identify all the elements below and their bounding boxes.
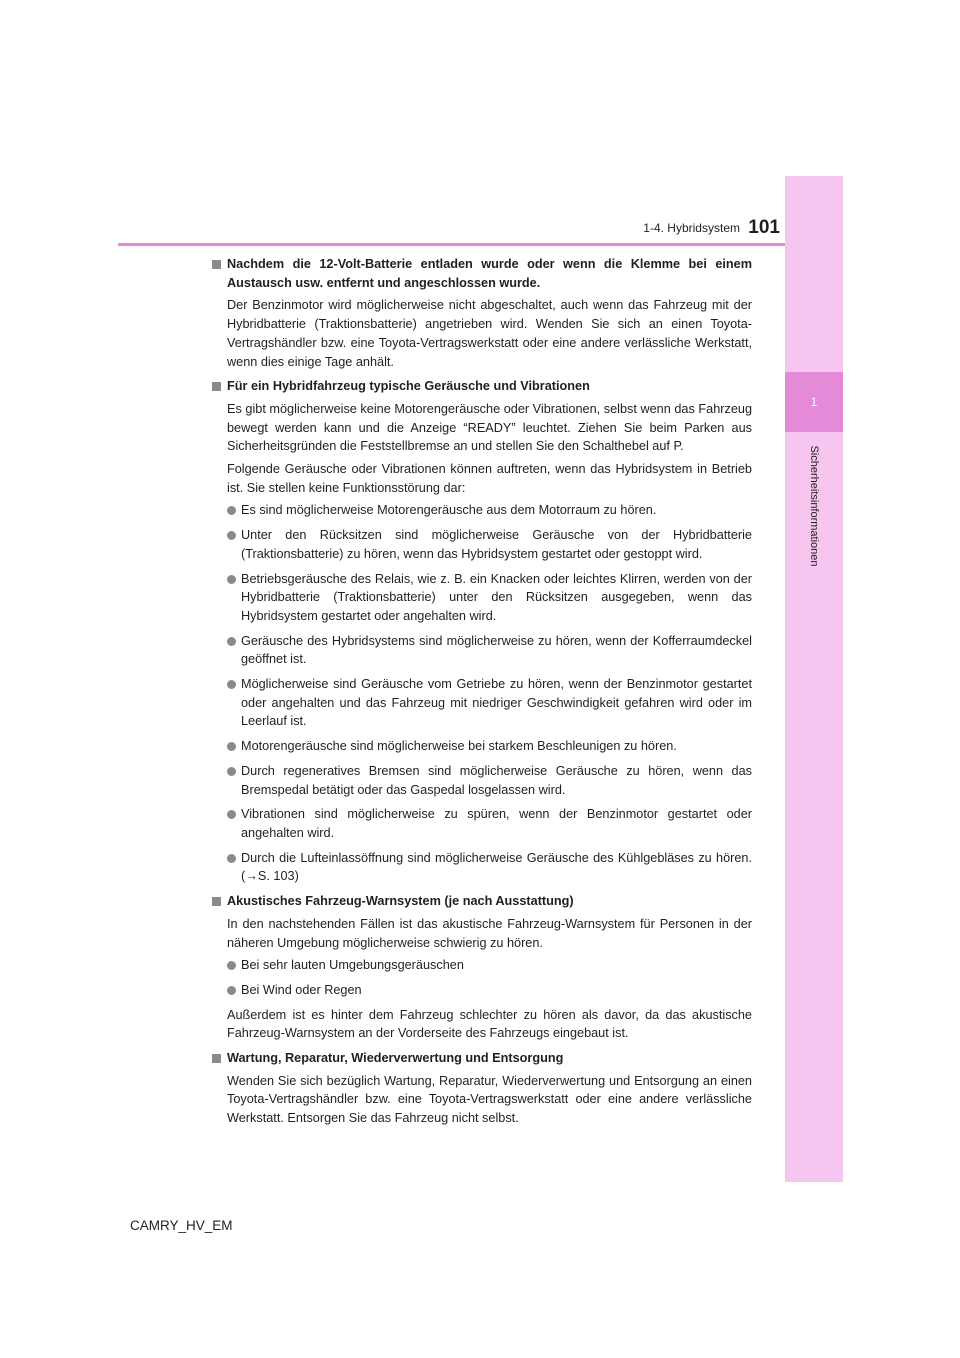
list-item-text: Vibrationen sind möglicherweise zu spüren, wenn der Benzinmotor gestartet oder angehalten wird. (241, 807, 752, 840)
list-item-text: Bei sehr lauten Umgebungsgeräuschen (241, 958, 464, 973)
circle-bullet-icon (227, 986, 236, 995)
list-item (208, 981, 752, 1000)
circle-bullet-icon (227, 810, 236, 819)
list-item (208, 501, 752, 520)
list-item-text: Motorengeräusche sind möglicherweise bei starkem Beschleunigen zu hören. (241, 739, 677, 754)
square-bullet-icon (212, 382, 221, 391)
chapter-side-strip (785, 176, 843, 1182)
list-item (208, 737, 752, 756)
section-title: 1-4. Hybridsystem (643, 221, 740, 235)
list-item-text: Durch regeneratives Bremsen sind möglicherweise Geräusche zu hören, wenn das Bremspedal betätigt oder das Gaspedal losgelassen wird. (241, 763, 752, 797)
list-item-text: Bei Wind oder Regen (241, 982, 362, 997)
square-bullet-icon (212, 260, 221, 269)
circle-bullet-icon (227, 680, 236, 689)
section-heading (208, 377, 752, 396)
chapter-number-tab: 1 (785, 372, 843, 432)
list-item-text: Betriebsgeräusche des Relais, wie z. B. ein Knacken oder leichtes Klirren, werden von der Hybridbatterie (Traktionsbatterie) unter den Rücksitzen ausgegeben, wenn das Hybridsystem gestartet oder angehalten wird. (241, 571, 752, 623)
square-bullet-icon (212, 897, 221, 906)
list-item-text: Geräusche des Hybridsystems sind möglicherweise zu hören, wenn der Kofferraumdeckel geöffnet ist. (241, 633, 752, 667)
section-heading (208, 255, 752, 292)
list-item (208, 956, 752, 975)
paragraph: In den nachstehenden Fällen ist das akustische Fahrzeug-Warnsystem für Personen in der näheren Umgebung möglicherweise schwierig zu hören. (227, 916, 752, 950)
paragraph: Es gibt möglicherweise keine Motorengeräusche oder Vibrationen, selbst wenn das Fahrzeug bewegt werden kann und die Anzeige “READY” leuchtet. Ziehen Sie beim Parken aus Sicherheitsgründen die Feststellbremse an und stellen Sie den Schalthebel auf P. (227, 401, 752, 454)
list-item (208, 675, 752, 731)
circle-bullet-icon (227, 575, 236, 584)
list-item (208, 849, 752, 886)
heading-text: Akustisches Fahrzeug-Warnsystem (je nach Ausstattung) (227, 894, 574, 909)
list-item (208, 805, 752, 842)
paragraph: Außerdem ist es hinter dem Fahrzeug schlechter zu hören als davor, da das akustische Fahrzeug-Warnsystem an der Vorderseite des Fahrzeugs eingebaut ist. (227, 1007, 752, 1041)
paragraph: Folgende Geräusche oder Vibrationen können auftreten, wenn das Hybridsystem in Betrieb ist. Sie stellen keine Funktionsstörung dar: (227, 462, 752, 495)
circle-bullet-icon (227, 506, 236, 515)
heading-text: Nachdem die 12-Volt-Batterie entladen wurde oder wenn die Klemme bei einem Austausch usw. entfernt und angeschlossen wurde. (227, 257, 752, 290)
circle-bullet-icon (227, 637, 236, 646)
list-item-text: Es sind möglicherweise Motorengeräusche aus dem Motorraum zu hören. (241, 503, 657, 518)
circle-bullet-icon (227, 854, 236, 863)
chapter-label: Sicherheitsinformationen (808, 445, 820, 567)
heading-text: Für ein Hybridfahrzeug typische Geräusche und Vibrationen (227, 379, 590, 394)
list-item-text: Unter den Rücksitzen sind möglicherweise Geräusche von der Hybridbatterie (Traktionsbatterie) zu hören, wenn das Hybridsystem gestartet oder gestoppt wird. (241, 528, 752, 561)
list-item (208, 632, 752, 669)
circle-bullet-icon (227, 961, 236, 970)
list-item-text: Durch die Lufteinlassöffnung sind möglicherweise Geräusche des Kühlgebläses zu hören. (→S. 103) (241, 850, 752, 884)
circle-bullet-icon (227, 767, 236, 776)
section-heading (208, 892, 752, 911)
list-item (208, 526, 752, 563)
section-heading (208, 1049, 752, 1068)
square-bullet-icon (212, 1054, 221, 1063)
page-number: 101 (748, 217, 780, 238)
header-rule (118, 243, 785, 246)
circle-bullet-icon (227, 742, 236, 751)
heading-text: Wartung, Reparatur, Wiederverwertung und Entsorgung (227, 1051, 564, 1066)
footer-code: CAMRY_HV_EM (130, 1218, 233, 1233)
paragraph: Der Benzinmotor wird möglicherweise nicht abgeschaltet, auch wenn das Fahrzeug mit der Hybridbatterie (Traktionsbatterie) angetrieben wird. Wenden Sie sich an einen Toyota-Vertragshändler bzw. eine Toyota-Vertragswerkstatt oder eine andere verlässliche Werkstatt, wenn dies einige Tage anhält. (227, 298, 752, 369)
circle-bullet-icon (227, 531, 236, 540)
list-item (208, 762, 752, 799)
page-body (208, 255, 752, 1132)
list-item-text: Möglicherweise sind Geräusche vom Getriebe zu hören, wenn der Benzinmotor gestartet oder angehalten und das Fahrzeug mit niedriger Geschwindigkeit gefahren wird oder im Leerlauf ist. (241, 677, 752, 729)
paragraph: Wenden Sie sich bezüglich Wartung, Reparatur, Wiederverwertung und Entsorgung an einen Toyota-Vertragshändler bzw. eine Toyota-Vertragswerkstatt oder eine andere verlässliche Werkstatt. Entsorgen Sie das Fahrzeug nicht selbst. (227, 1073, 752, 1126)
list-item (208, 570, 752, 626)
